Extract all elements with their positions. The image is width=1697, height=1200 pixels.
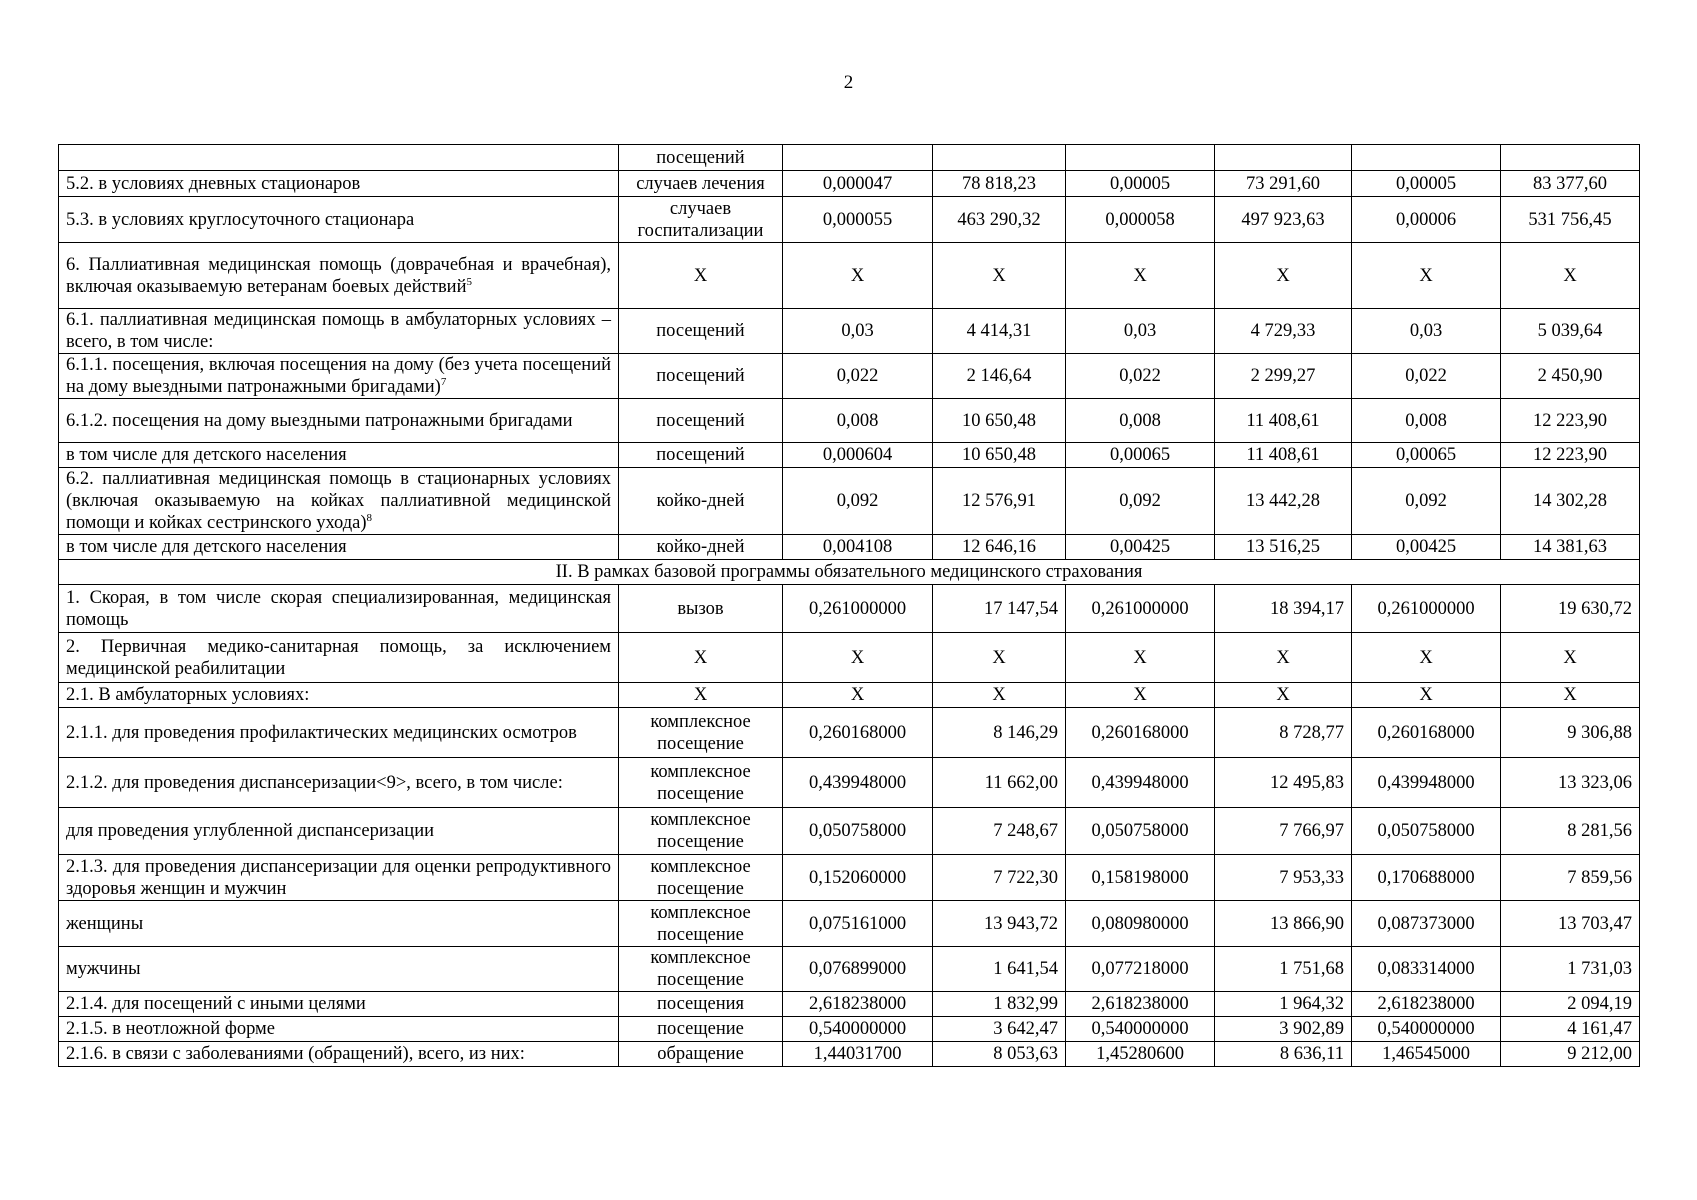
norm-value-cell: 2,618238000: [783, 992, 933, 1017]
norm-value-cell: 0,075161000: [783, 901, 933, 947]
norm-value-cell: 0,050758000: [783, 808, 933, 855]
norm-value-cell: 0,092: [1352, 468, 1501, 535]
row-unit: X: [619, 633, 783, 683]
norm-value-cell: 0,03: [1352, 309, 1501, 354]
norm-value-cell: 0,000047: [783, 171, 933, 197]
row-name: [59, 535, 619, 560]
table-row: [59, 708, 1640, 758]
row-unit: комплексное посещение: [619, 708, 783, 758]
row-unit: койко-дней: [619, 468, 783, 535]
row-unit: комплексное посещение: [619, 758, 783, 808]
cost-value-cell: 78 818,23: [933, 171, 1066, 197]
table-row: [59, 585, 1640, 633]
cost-value-cell: 4 161,47: [1501, 1017, 1640, 1042]
cost-value-cell: 9 306,88: [1501, 708, 1640, 758]
norm-value-cell: 0,092: [783, 468, 933, 535]
cost-value-cell: 8 053,63: [933, 1042, 1066, 1067]
row-name: [59, 1042, 619, 1067]
norm-value-cell: 0,158198000: [1066, 855, 1215, 901]
norm-value-cell: 0,022: [783, 354, 933, 399]
norm-value-cell: 0,00425: [1066, 535, 1215, 560]
row-name: [59, 309, 619, 354]
cost-value-cell: 8 146,29: [933, 708, 1066, 758]
footnote-ref: 7: [440, 375, 447, 388]
row-name-text: мужчины: [66, 959, 141, 979]
norm-value-cell: 0,022: [1352, 354, 1501, 399]
norm-value-cell: 0,087373000: [1352, 901, 1501, 947]
norm-value-cell: 0,00005: [1066, 171, 1215, 197]
cost-value-cell: 83 377,60: [1501, 171, 1640, 197]
row-name-text: 2. Первичная медико-санитарная помощь, за исключением медицинской реабилитации: [66, 636, 611, 679]
table-row: [59, 468, 1640, 535]
cost-value-cell: 11 662,00: [933, 758, 1066, 808]
row-name: [59, 683, 619, 708]
norm-value-cell: 0,083314000: [1352, 947, 1501, 992]
norm-value-cell: X: [1352, 633, 1501, 683]
footnote-ref: 8: [366, 511, 373, 524]
table-row: [59, 855, 1640, 901]
row-unit: комплексное посещение: [619, 808, 783, 855]
cost-value-cell: 14 381,63: [1501, 535, 1640, 560]
norm-value-cell: 0,076899000: [783, 947, 933, 992]
row-name-text: 1. Скорая, в том числе скорая специализированная, медицинская помощь: [66, 587, 611, 630]
cost-value-cell: 8 281,56: [1501, 808, 1640, 855]
row-name: [59, 808, 619, 855]
cost-value-cell: 7 953,33: [1215, 855, 1352, 901]
norm-value-cell: 0,152060000: [783, 855, 933, 901]
table-row: [59, 758, 1640, 808]
table-row: [59, 354, 1640, 399]
cost-value-cell: 497 923,63: [1215, 197, 1352, 243]
row-name-text: 2.1.5. в неотложной форме: [66, 1019, 275, 1039]
row-name-text: женщины: [66, 913, 144, 934]
cost-value-cell: 17 147,54: [933, 585, 1066, 633]
norm-value-cell: 0,077218000: [1066, 947, 1215, 992]
row-name: [59, 992, 619, 1017]
table-row: [59, 145, 1640, 171]
norm-value-cell: 0,004108: [783, 535, 933, 560]
cost-value-cell: 11 408,61: [1215, 443, 1352, 468]
norm-value-cell: X: [783, 683, 933, 708]
cost-value-cell: 10 650,48: [933, 399, 1066, 443]
cost-value-cell: X: [1501, 683, 1640, 708]
section-header-row: [59, 560, 1640, 585]
row-unit: посещений: [619, 443, 783, 468]
norm-value-cell: 0,050758000: [1066, 808, 1215, 855]
table-row: [59, 1017, 1640, 1042]
norm-value-cell: 0,261000000: [1352, 585, 1501, 633]
row-name-text: в том числе для детского населения: [66, 445, 347, 465]
row-unit: посещений: [619, 145, 783, 171]
cost-value-cell: X: [933, 633, 1066, 683]
norm-value-cell: [783, 145, 933, 171]
table-row: [59, 683, 1640, 708]
cost-value-cell: 2 450,90: [1501, 354, 1640, 399]
row-name-text: 2.1.2. для проведения диспансеризации<9>, всего, в том числе:: [66, 772, 563, 793]
page-number: 2: [843, 72, 854, 93]
cost-value-cell: 10 650,48: [933, 443, 1066, 468]
row-name: [59, 197, 619, 243]
cost-value-cell: 13 703,47: [1501, 901, 1640, 947]
cost-value-cell: 13 943,72: [933, 901, 1066, 947]
norm-value-cell: 0,008: [1352, 399, 1501, 443]
cost-value-cell: 7 722,30: [933, 855, 1066, 901]
norm-value-cell: X: [1066, 683, 1215, 708]
cost-value-cell: 1 832,99: [933, 992, 1066, 1017]
row-name-text: 6.1. паллиативная медицинская помощь в амбулаторных условиях – всего, в том числе:: [66, 310, 611, 352]
cost-value-cell: X: [933, 243, 1066, 309]
row-name: [59, 1017, 619, 1042]
cost-value-cell: 2 146,64: [933, 354, 1066, 399]
row-name: [59, 171, 619, 197]
norm-value-cell: 0,540000000: [783, 1017, 933, 1042]
norm-value-cell: X: [783, 633, 933, 683]
row-name-text: 5.3. в условиях круглосуточного стационара: [66, 209, 415, 230]
row-unit: посещений: [619, 399, 783, 443]
cost-value-cell: X: [933, 683, 1066, 708]
norm-value-cell: 0,439948000: [1066, 758, 1215, 808]
norm-value-cell: 0,540000000: [1066, 1017, 1215, 1042]
norm-value-cell: 0,261000000: [783, 585, 933, 633]
norm-value-cell: 1,44031700: [783, 1042, 933, 1067]
cost-value-cell: 18 394,17: [1215, 585, 1352, 633]
row-name-text: 2.1.3. для проведения диспансеризации для оценки репродуктивного здоровья женщин и мужчин: [66, 856, 611, 899]
norm-value-cell: 1,45280600: [1066, 1042, 1215, 1067]
cost-value-cell: 12 223,90: [1501, 443, 1640, 468]
norm-value-cell: 0,439948000: [1352, 758, 1501, 808]
cost-value-cell: 14 302,28: [1501, 468, 1640, 535]
cost-value-cell: 12 223,90: [1501, 399, 1640, 443]
table-row: [59, 633, 1640, 683]
cost-value-cell: X: [1215, 243, 1352, 309]
cost-value-cell: 1 731,03: [1501, 947, 1640, 992]
table-row: [59, 197, 1640, 243]
norm-value-cell: 0,00425: [1352, 535, 1501, 560]
norm-value-cell: 2,618238000: [1066, 992, 1215, 1017]
row-unit: посещения: [619, 992, 783, 1017]
row-name-text: 2.1.6. в связи с заболеваниями (обращений), всего, из них:: [66, 1044, 525, 1064]
cost-value-cell: 531 756,45: [1501, 197, 1640, 243]
norm-value-cell: 0,170688000: [1352, 855, 1501, 901]
table-row: [59, 1042, 1640, 1067]
table-row: [59, 992, 1640, 1017]
row-name: [59, 243, 619, 309]
norm-value-cell: 0,00065: [1352, 443, 1501, 468]
row-name-text: в том числе для детского населения: [66, 537, 347, 557]
row-unit: X: [619, 683, 783, 708]
cost-value-cell: 2 299,27: [1215, 354, 1352, 399]
row-unit: вызов: [619, 585, 783, 633]
row-name: [59, 399, 619, 443]
row-name-text: 2.1. В амбулаторных условиях:: [66, 685, 310, 705]
row-unit: X: [619, 243, 783, 309]
table-row: [59, 535, 1640, 560]
norm-value-cell: X: [783, 243, 933, 309]
norm-value-cell: 0,050758000: [1352, 808, 1501, 855]
cost-value-cell: 7 859,56: [1501, 855, 1640, 901]
norm-value-cell: X: [1066, 243, 1215, 309]
table-row: [59, 399, 1640, 443]
row-name-text: 6.2. паллиативная медицинская помощь в стационарных условиях (включая оказываемую на койках паллиативной медицинской помощи и койках сестринского ухода): [66, 469, 611, 533]
cost-value-cell: 73 291,60: [1215, 171, 1352, 197]
cost-value-cell: 463 290,32: [933, 197, 1066, 243]
cost-value-cell: 1 964,32: [1215, 992, 1352, 1017]
cost-value-cell: 5 039,64: [1501, 309, 1640, 354]
row-name: [59, 708, 619, 758]
norm-value-cell: 0,008: [1066, 399, 1215, 443]
cost-value-cell: 3 902,89: [1215, 1017, 1352, 1042]
cost-value-cell: 12 646,16: [933, 535, 1066, 560]
norm-value-cell: 0,260168000: [783, 708, 933, 758]
table-body: [59, 145, 1640, 1067]
row-unit: посещений: [619, 309, 783, 354]
table-row: [59, 808, 1640, 855]
row-name: [59, 354, 619, 399]
cost-value-cell: 13 323,06: [1501, 758, 1640, 808]
norm-value-cell: 0,540000000: [1352, 1017, 1501, 1042]
norm-value-cell: [1352, 145, 1501, 171]
row-unit: комплексное посещение: [619, 901, 783, 947]
row-name-text: 2.1.1. для проведения профилактических медицинских осмотров: [66, 722, 577, 743]
norm-value-cell: 0,000604: [783, 443, 933, 468]
norm-value-cell: 1,46545000: [1352, 1042, 1501, 1067]
cost-value-cell: [1501, 145, 1640, 171]
row-name-text: 6. Паллиативная медицинская помощь (доврачебная и врачебная), включая оказываемую ветеранам боевых действий: [66, 254, 611, 297]
row-unit: койко-дней: [619, 535, 783, 560]
row-name-text: 2.1.4. для посещений с иными целями: [66, 994, 366, 1014]
row-unit: посещение: [619, 1017, 783, 1042]
table-row: [59, 947, 1640, 992]
cost-value-cell: [1215, 145, 1352, 171]
norms-table: [58, 144, 1640, 1067]
cost-value-cell: X: [1215, 683, 1352, 708]
cost-value-cell: 13 516,25: [1215, 535, 1352, 560]
row-unit: обращение: [619, 1042, 783, 1067]
row-unit: комплексное посещение: [619, 947, 783, 992]
row-unit: случаев госпитализации: [619, 197, 783, 243]
norm-value-cell: 0,260168000: [1352, 708, 1501, 758]
row-name-text: 6.1.2. посещения на дому выездными патронажными бригадами: [66, 410, 573, 431]
cost-value-cell: 7 248,67: [933, 808, 1066, 855]
table-row: [59, 243, 1640, 309]
footnote-ref: 5: [466, 275, 472, 288]
row-name: [59, 901, 619, 947]
row-name: [59, 633, 619, 683]
cost-value-cell: 19 630,72: [1501, 585, 1640, 633]
cost-value-cell: [933, 145, 1066, 171]
row-name: [59, 585, 619, 633]
cost-value-cell: 12 576,91: [933, 468, 1066, 535]
norm-value-cell: 0,00065: [1066, 443, 1215, 468]
norm-value-cell: 0,000055: [783, 197, 933, 243]
cost-value-cell: 8 728,77: [1215, 708, 1352, 758]
cost-value-cell: 4 729,33: [1215, 309, 1352, 354]
cost-value-cell: 4 414,31: [933, 309, 1066, 354]
norm-value-cell: 0,008: [783, 399, 933, 443]
norm-value-cell: X: [1352, 243, 1501, 309]
row-name: [59, 947, 619, 992]
norm-value-cell: 0,00005: [1352, 171, 1501, 197]
norm-value-cell: 0,03: [1066, 309, 1215, 354]
norm-value-cell: X: [1352, 683, 1501, 708]
norm-value-cell: [1066, 145, 1215, 171]
cost-value-cell: 1 751,68: [1215, 947, 1352, 992]
norm-value-cell: 0,03: [783, 309, 933, 354]
row-name-text: 5.2. в условиях дневных стационаров: [66, 173, 361, 194]
cost-value-cell: 1 641,54: [933, 947, 1066, 992]
row-name-text: 6.1.1. посещения, включая посещения на дому (без учета посещений на дому выездными патронажными бригадами): [66, 355, 611, 397]
cost-value-cell: 9 212,00: [1501, 1042, 1640, 1067]
section-title: II. В рамках базовой программы обязательного медицинского страхования: [59, 560, 1640, 585]
norm-value-cell: 0,000058: [1066, 197, 1215, 243]
cost-value-cell: 12 495,83: [1215, 758, 1352, 808]
norm-value-cell: 0,260168000: [1066, 708, 1215, 758]
norm-value-cell: 0,439948000: [783, 758, 933, 808]
row-name: [59, 443, 619, 468]
cost-value-cell: X: [1501, 633, 1640, 683]
table-row: [59, 443, 1640, 468]
cost-value-cell: X: [1215, 633, 1352, 683]
cost-value-cell: 8 636,11: [1215, 1042, 1352, 1067]
norm-value-cell: 0,022: [1066, 354, 1215, 399]
norm-value-cell: X: [1066, 633, 1215, 683]
norm-value-cell: 0,080980000: [1066, 901, 1215, 947]
cost-value-cell: X: [1501, 243, 1640, 309]
cost-value-cell: 2 094,19: [1501, 992, 1640, 1017]
row-name: [59, 145, 619, 171]
norm-value-cell: 0,092: [1066, 468, 1215, 535]
row-name: [59, 855, 619, 901]
norm-value-cell: 2,618238000: [1352, 992, 1501, 1017]
norm-value-cell: 0,261000000: [1066, 585, 1215, 633]
table-row: [59, 901, 1640, 947]
cost-value-cell: 3 642,47: [933, 1017, 1066, 1042]
cost-value-cell: 13 442,28: [1215, 468, 1352, 535]
cost-value-cell: 7 766,97: [1215, 808, 1352, 855]
table-row: [59, 309, 1640, 354]
cost-value-cell: 13 866,90: [1215, 901, 1352, 947]
row-name: [59, 468, 619, 535]
row-unit: посещений: [619, 354, 783, 399]
row-name: [59, 758, 619, 808]
norm-value-cell: 0,00006: [1352, 197, 1501, 243]
row-name-text: для проведения углубленной диспансеризации: [66, 821, 434, 841]
row-unit: случаев лечения: [619, 171, 783, 197]
table-row: [59, 171, 1640, 197]
cost-value-cell: 11 408,61: [1215, 399, 1352, 443]
row-unit: комплексное посещение: [619, 855, 783, 901]
